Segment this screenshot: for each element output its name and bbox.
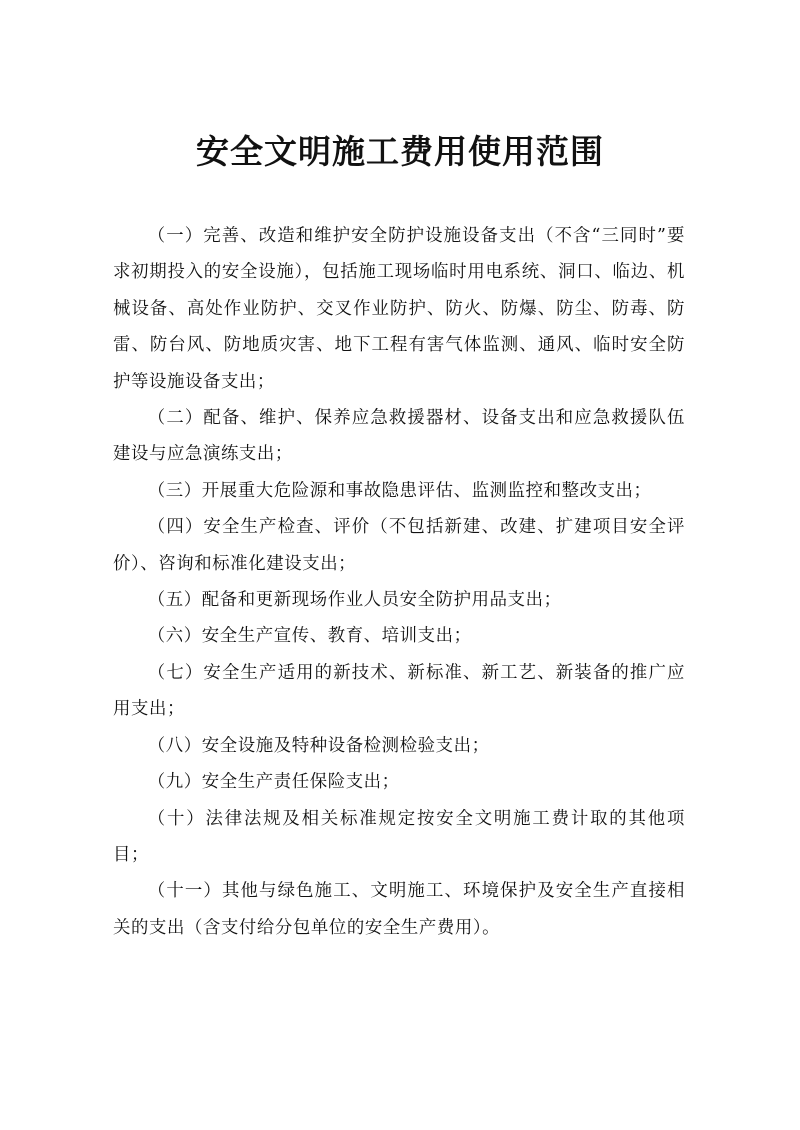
paragraph-item-10: （十）法律法规及相关标准规定按安全文明施工费计取的其他项目； bbox=[113, 808, 685, 865]
paragraph-item-4: （四）安全生产检查、评价（不包括新建、改建、扩建项目安全评价）、咨询和标准化建设支出； bbox=[113, 517, 685, 574]
paragraph-item-3: （三）开展重大危险源和事故隐患评估、监测监控和整改支出； bbox=[147, 480, 652, 501]
paragraph-item-6: （六）安全生产宣传、教育、培训支出； bbox=[147, 626, 472, 647]
paragraph-item-8: （八）安全设施及特种设备检测检验支出； bbox=[147, 735, 490, 756]
paragraph-item-11: （十一）其他与绿色施工、文明施工、环境保护及安全生产直接相关的支出（含支付给分包单位的安全生产费用）。 bbox=[113, 881, 685, 938]
paragraph-item-9: （九）安全生产责任保险支出； bbox=[147, 772, 400, 793]
paragraph-item-2: （二）配备、维护、保养应急救援器材、设备支出和应急救援队伍建设与应急演练支出； bbox=[113, 408, 685, 465]
document-title: 安全文明施工费用使用范围 bbox=[196, 132, 604, 171]
paragraph-item-5: （五）配备和更新现场作业人员安全防护用品支出； bbox=[147, 590, 562, 611]
paragraph-item-1: （一）完善、改造和维护安全防护设施设备支出（不含“三同时”要求初期投入的安全设施），包括施工现场临时用电系统、洞口、临边、机械设备、高处作业防护、交叉作业防护、防火、防爆、防尘、防毒、防雷、防台风、防地质灾害、地下工程有害气体监测、通风、临时安全防护等设施设备支出； bbox=[113, 226, 685, 392]
paragraph-item-7: （七）安全生产适用的新技术、新标准、新工艺、新装备的推广应用支出； bbox=[113, 662, 685, 720]
document-body bbox=[113, 218, 685, 946]
